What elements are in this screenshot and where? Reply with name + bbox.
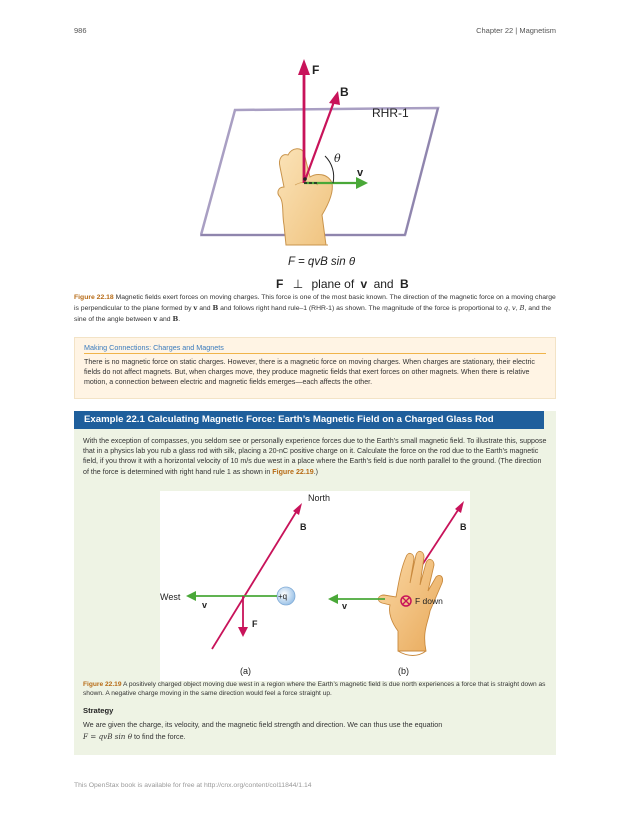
connections-divider <box>84 353 546 354</box>
panel-b-label: (b) <box>398 666 409 676</box>
force-equation: F = qvB sin θ <box>83 732 133 741</box>
b-label: B <box>340 85 349 99</box>
f-label-a: F <box>252 619 258 629</box>
example-22-1 <box>74 411 556 755</box>
b-label-b: B <box>460 522 467 532</box>
strategy-body: We are given the charge, its velocity, and the magnetic field strength and direction. We can thus use the equation F = qvB sin θ to find the force. <box>83 720 443 741</box>
theta-label: θ <box>334 152 341 165</box>
north-label: North <box>308 493 331 503</box>
charge-label: +q <box>278 592 288 601</box>
strategy-heading: Strategy <box>83 706 114 715</box>
connections-title: Making Connections: Charges and Magnets <box>84 343 224 352</box>
v-arrowhead-a <box>186 591 196 601</box>
b-arrowhead-a <box>293 503 302 515</box>
figure-link[interactable]: Figure 22.19 <box>272 467 314 476</box>
figure-22-18 <box>200 55 440 295</box>
example-title: Example 22.1 Calculating Magnetic Force: Earth’s Magnetic Field on a Charged Glass Rod <box>74 411 544 429</box>
force-arrowhead <box>298 59 310 75</box>
panel-a-label: (a) <box>240 666 251 676</box>
b-label-a: B <box>300 522 307 532</box>
v-label: v <box>357 167 364 179</box>
v-label-b: v <box>342 601 348 611</box>
v-arrowhead-b <box>328 594 338 604</box>
rhr-equation: F = qvB sin θ <box>288 256 356 268</box>
figure-22-18-caption: Figure 22.18 Magnetic fields exert forces on moving charges. This force is one of the most basic known. The direction of the magnetic force on a moving charge is perpendicular to the plane formed by v and B and follows right hand rule–1 (RHR-1) as shown. The magnitude of the force is proportional to q, v, B, and the sine of the angle between v and B. <box>74 294 556 323</box>
figure-label: Figure 22.19 <box>83 681 122 688</box>
footer-note: This OpenStax book is available for free at http://cnx.org/content/col11844/1.14 <box>74 782 312 789</box>
example-intro: With the exception of compasses, you seldom see or personally experience forces due to the Earth’s small magnetic field. To illustrate this, suppose that in a physics lab you rub a glass rod with silk, placing a 20-nC positive charge on it. Calculate the force on the rod due to the Earth’s magnetic field, if you throw it with a horizontal velocity of 10 m/s due west in a place where the Earth’s field is due north parallel to the ground. (The direction of the force is determined with right hand rule 1 as shown in Figure 22.19.) <box>83 437 547 476</box>
figure-22-19-caption: Figure 22.19 A positively charged object moving due west in a region where the Earth’s magnetic field is due north experiences a force that is straight down as shown. A negative charge moving in the same direction would feel a force straight up. <box>83 681 546 697</box>
connections-body: There is no magnetic force on static charges. However, there is a magnetic force on moving charges. When charges are stationary, their electric fields do not affect magnets. But, when charges move, they produce magnetic fields that exert forces on other magnets. When there is relative motion, a connection between electric and magnetic fields emerges—each affects the other. <box>84 358 535 386</box>
making-connections-box <box>74 337 556 399</box>
page-number: 986 <box>74 26 87 35</box>
figure-label: Figure 22.18 <box>74 294 114 301</box>
v-label-a: v <box>202 600 208 610</box>
f-down-label: F down <box>415 596 443 606</box>
b-arrowhead <box>329 91 340 105</box>
west-label: West <box>160 592 181 602</box>
chapter-title: Chapter 22 | Magnetism <box>476 26 556 35</box>
figure-22-19 <box>160 491 470 681</box>
rhr-label: RHR-1 <box>372 106 409 120</box>
force-label: F <box>312 63 320 77</box>
f-arrowhead-a <box>238 627 248 637</box>
perpendicular-statement: F ⊥ plane of v and B <box>276 277 409 291</box>
